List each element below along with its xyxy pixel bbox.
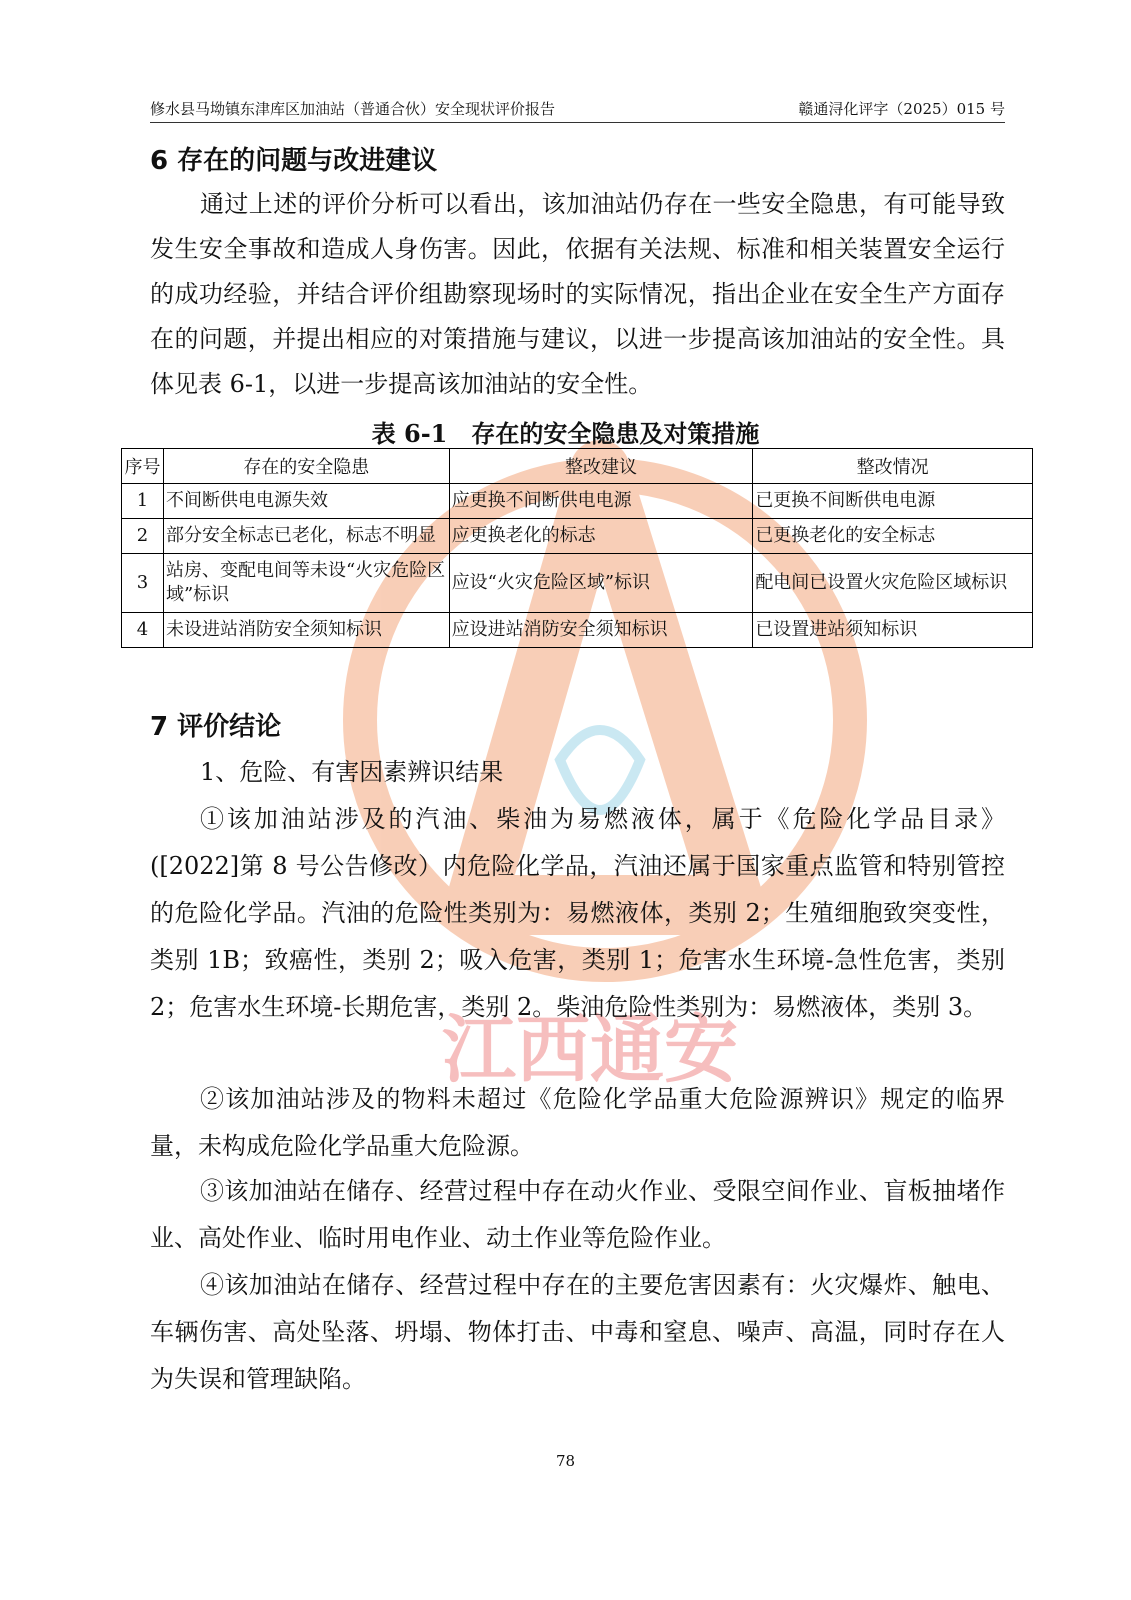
page-header (150, 96, 1005, 123)
table-caption: 表 6-1 存在的安全隐患及对策措施 (371, 419, 760, 448)
section-7-paragraph-3: ③该加油站在储存、经营过程中存在动火作业、受限空间作业、盲板抽堵作业、高处作业、临时用电作业、动土作业等危险作业。 (150, 1177, 1005, 1252)
table-row (122, 613, 1033, 648)
table-row (122, 519, 1033, 554)
table-cell: 1 (122, 484, 164, 519)
table-cell: 站房、变配电间等未设“火灾危险区域”标识 (163, 554, 449, 613)
hazards-table (121, 448, 1033, 648)
table-cell: 部分安全标志已老化，标志不明显 (163, 519, 449, 554)
page-number: 78 (555, 1452, 576, 1470)
table-cell: 不间断供电电源失效 (163, 484, 449, 519)
table-cell: 应更换老化的标志 (449, 519, 753, 554)
table-row (122, 554, 1033, 613)
header-report-title: 修水县马坳镇东津库区加油站（普通合伙）安全现状评价报告 (150, 100, 556, 118)
svg-text:江西通安: 江西通安 (442, 1007, 738, 1093)
section-6-title: 6 存在的问题与改进建议 (150, 146, 438, 176)
table-cell: 3 (122, 554, 164, 613)
table-header-row (122, 449, 1033, 484)
table-cell: 未设进站消防安全须知标识 (163, 613, 449, 648)
column-header: 整改情况 (753, 449, 1033, 484)
section-7-item-1: 1、危险、有害因素辨识结果 (200, 758, 504, 786)
section-7-paragraph-4: ④该加油站在储存、经营过程中存在的主要危害因素有：火灾爆炸、触电、车辆伤害、高处坠落、坍塌、物体打击、中毒和窒息、噪声、高温，同时存在人为失误和管理缺陷。 (150, 1271, 1005, 1393)
table-cell: 已更换不间断供电电源 (753, 484, 1033, 519)
table-cell: 配电间已设置火灾危险区域标识 (753, 554, 1033, 613)
column-header: 整改建议 (449, 449, 753, 484)
table-cell: 4 (122, 613, 164, 648)
table-cell: 已设置进站须知标识 (753, 613, 1033, 648)
table-cell: 应设“火灾危险区域”标识 (449, 554, 753, 613)
table-cell: 2 (122, 519, 164, 554)
table-cell: 应更换不间断供电电源 (449, 484, 753, 519)
table-cell: 应设进站消防安全须知标识 (449, 613, 753, 648)
table-cell: 已更换老化的安全标志 (753, 519, 1033, 554)
header-report-number: 赣通浔化评字（2025）015 号 (798, 100, 1005, 118)
section-7-paragraph-1: ①该加油站涉及的汽油、柴油为易燃液体，属于《危险化学品目录》([2022]第 8 号公告修改）内危险化学品，汽油还属于国家重点监管和特别管控的危险化学品。汽油的危险性类别为：易燃液体，类别 2；生殖细胞致突变性，类别 1B；致癌性，类别 2；吸入危害，类别 1；危害水生环境-急性危害，类别 2；危害水生环境-长期危害，类别 2。柴油危险性类别为：易燃液体，类别 3。 (150, 805, 1005, 1021)
column-header: 存在的安全隐患 (163, 449, 449, 484)
section-7-paragraph-2: ②该加油站涉及的物料未超过《危险化学品重大危险源辨识》规定的临界量，未构成危险化学品重大危险源。 (150, 1085, 1005, 1160)
section-7-title: 7 评价结论 (150, 712, 282, 742)
column-header: 序号 (122, 449, 164, 484)
table-row (122, 484, 1033, 519)
section-6-paragraph: 通过上述的评价分析可以看出，该加油站仍存在一些安全隐患，有可能导致发生安全事故和造成人身伤害。因此，依据有关法规、标准和相关装置安全运行的成功经验，并结合评价组勘察现场时的实际情况，指出企业在安全生产方面存在的问题，并提出相应的对策措施与建议，以进一步提高该加油站的安全性。具体见表 6-1，以进一步提高该加油站的安全性。 (150, 190, 1005, 398)
